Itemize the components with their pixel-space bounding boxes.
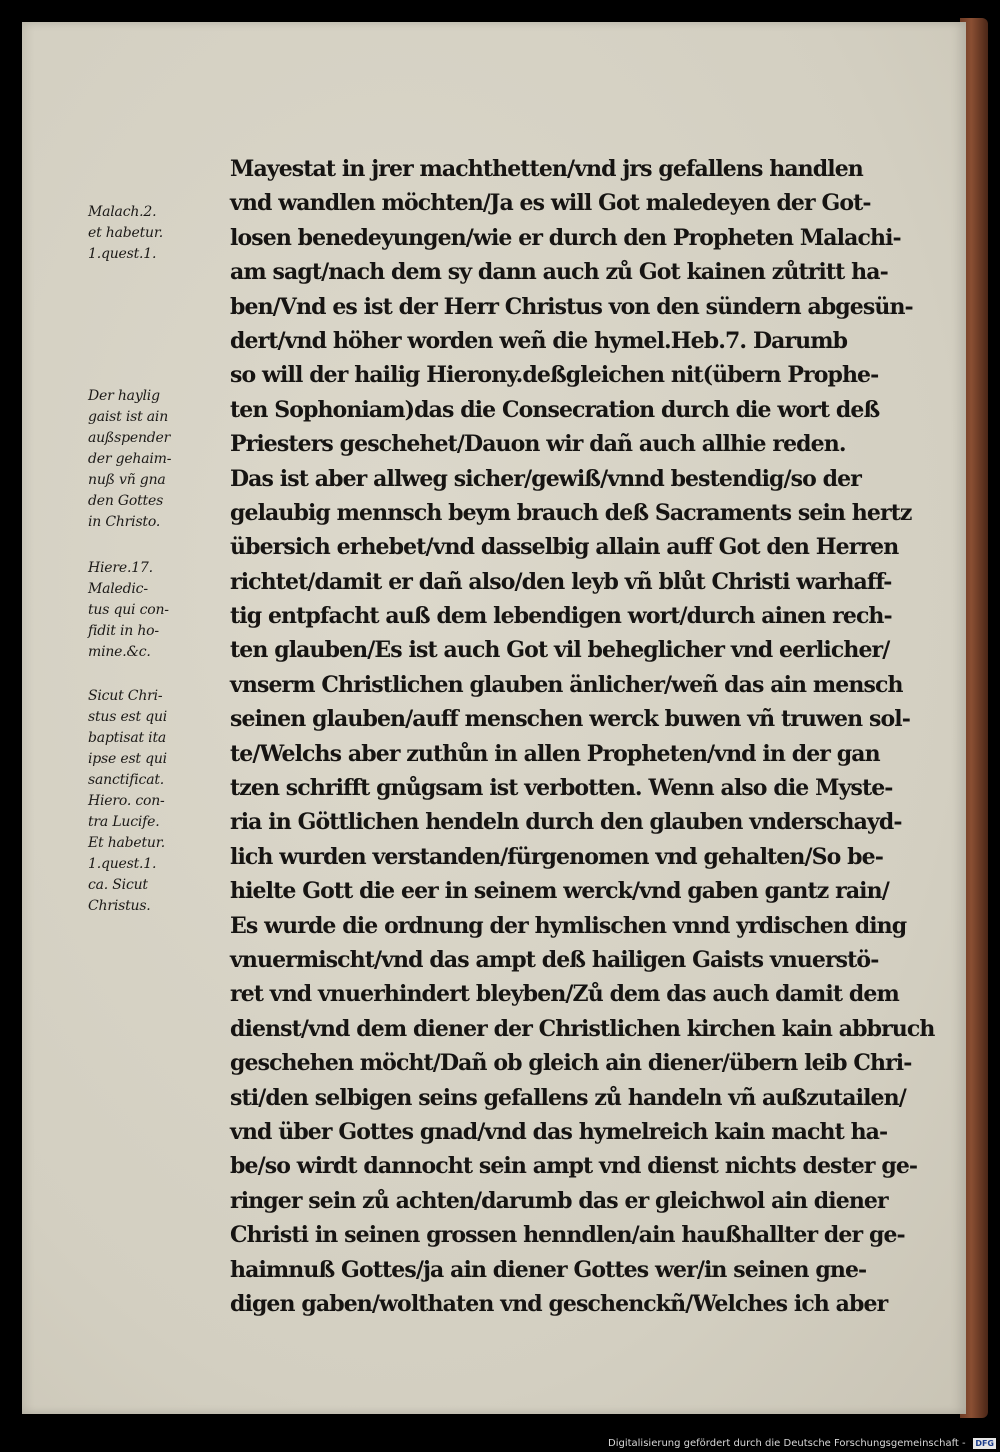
text-line: ria in Göttlichen hendeln durch den glauben vnderschayd- xyxy=(230,809,902,836)
text-line: ten glauben/Es ist auch Got vil beheglicher vnd eerlicher/ xyxy=(230,637,890,664)
text-line: seinen glauben/auff menschen werck buwen vñ truwen sol- xyxy=(230,706,910,733)
text-line: Es wurde die ordnung der hymlischen vnnd yrdischen ding xyxy=(230,912,907,939)
text-line: vnserm Christlichen glauben änlicher/weñ das ain mensch xyxy=(230,671,903,698)
text-line: ben/Vnd es ist der Herr Christus von den sündern abgesün- xyxy=(230,293,913,320)
text-line: Mayestat in jrer machthetten/vnd jrs gefallens handlen xyxy=(230,156,863,182)
text-line: ten Sophoniam)das die Consecration durch die wort deß xyxy=(230,396,880,423)
text-line: Das ist aber allweg sicher/gewiß/vnnd bestendig/so der xyxy=(230,465,861,492)
digitization-footer xyxy=(604,1436,998,1452)
text-line: lich wurden verstanden/fürgenomen vnd gehalten/So be- xyxy=(230,843,883,870)
text-line: Priesters geschehet/Dauon wir dañ auch allhie reden. xyxy=(230,431,846,458)
book-page xyxy=(22,22,966,1414)
text-line: richtet/damit er dañ also/den leyb vñ blůt Christi warhaff- xyxy=(230,568,892,595)
margin-note-jeremiah: Hiere.17. Maledic- tus qui con- fidit in ho- mine.&c. xyxy=(88,560,169,660)
text-line: te/Welchs aber zuthůn in allen Propheten/vnd in der gan xyxy=(230,740,880,767)
text-line: hielte Gott die eer in seinem werck/vnd gaben gantz rain/ xyxy=(230,878,889,905)
margin-note-holy-spirit: Der haylig gaist ist ain außspender der gehaim- nuß vñ gna den Gottes in Christo. xyxy=(88,388,172,530)
text-line: so will der hailig Hierony.deßgleichen nit(übern Prophe- xyxy=(230,362,879,389)
text-line: tzen schrifft gnůgsam ist verbotten. Wenn also die Myste- xyxy=(230,775,893,802)
text-line: be/so wirdt dannocht sein ampt vnd dienst nichts dester ge- xyxy=(230,1153,918,1180)
footer-credit-text: Digitalisierung gefördert durch die Deutsche Forschungsgemeinschaft - xyxy=(608,1438,966,1449)
text-line: sti/den selbigen seins gefallens zů handeln vñ außzutailen/ xyxy=(230,1084,906,1111)
main-text-block xyxy=(230,152,940,1321)
margin-note-malachi: Malach.2. et habetur. 1.quest.1. xyxy=(88,204,164,262)
text-line: losen benedeyungen/wie er durch den Propheten Malachi- xyxy=(230,224,901,251)
text-line: digen gaben/wolthaten vnd geschenckñ/Welches ich aber xyxy=(230,1290,888,1317)
text-line: tig entpfacht auß dem lebendigen wort/durch ainen rech- xyxy=(230,603,892,630)
text-line: haimnuß Gottes/ja ain diener Gottes wer/in seinen gne- xyxy=(230,1256,867,1283)
text-line: vnd über Gottes gnad/vnd das hymelreich kain macht ha- xyxy=(230,1118,888,1145)
text-line: am sagt/nach dem sy dann auch zů Got kainen zůtritt ha- xyxy=(230,259,888,286)
text-line: gelaubig mennsch beym brauch deß Sacraments sein hertz xyxy=(230,499,912,526)
text-line: vnuermischt/vnd das ampt deß hailigen Gaists vnuerstö- xyxy=(230,946,879,973)
text-line: dert/vnd höher worden weñ die hymel.Heb.7. Darumb xyxy=(230,327,848,354)
margin-note-sicut-christus: Sicut Chri- stus est qui baptisat ita ipse est qui sanctificat. Hiero. con- tra Lucife. Et habetur. 1.quest.1. ca. Sicut Christus. xyxy=(88,688,168,914)
text-line: Christi in seinen grossen henndlen/ain haußhallter der ge- xyxy=(230,1222,905,1249)
text-line: geschehen möcht/Dañ ob gleich ain diener/übern leib Chri- xyxy=(230,1050,912,1077)
text-line: ret vnd vnuerhindert bleyben/Zů dem das auch damit dem xyxy=(230,981,899,1008)
text-line: übersich erhebet/vnd dasselbig allain auff Got den Herren xyxy=(230,534,899,561)
text-line: dienst/vnd dem diener der Christlichen kirchen kain abbruch xyxy=(230,1015,935,1042)
text-line: vnd wandlen möchten/Ja es will Got maledeyen der Got- xyxy=(230,190,871,217)
text-line: ringer sein zů achten/darumb das er gleichwol ain diener xyxy=(230,1187,888,1214)
dfg-logo-icon: DFG xyxy=(975,1439,994,1448)
